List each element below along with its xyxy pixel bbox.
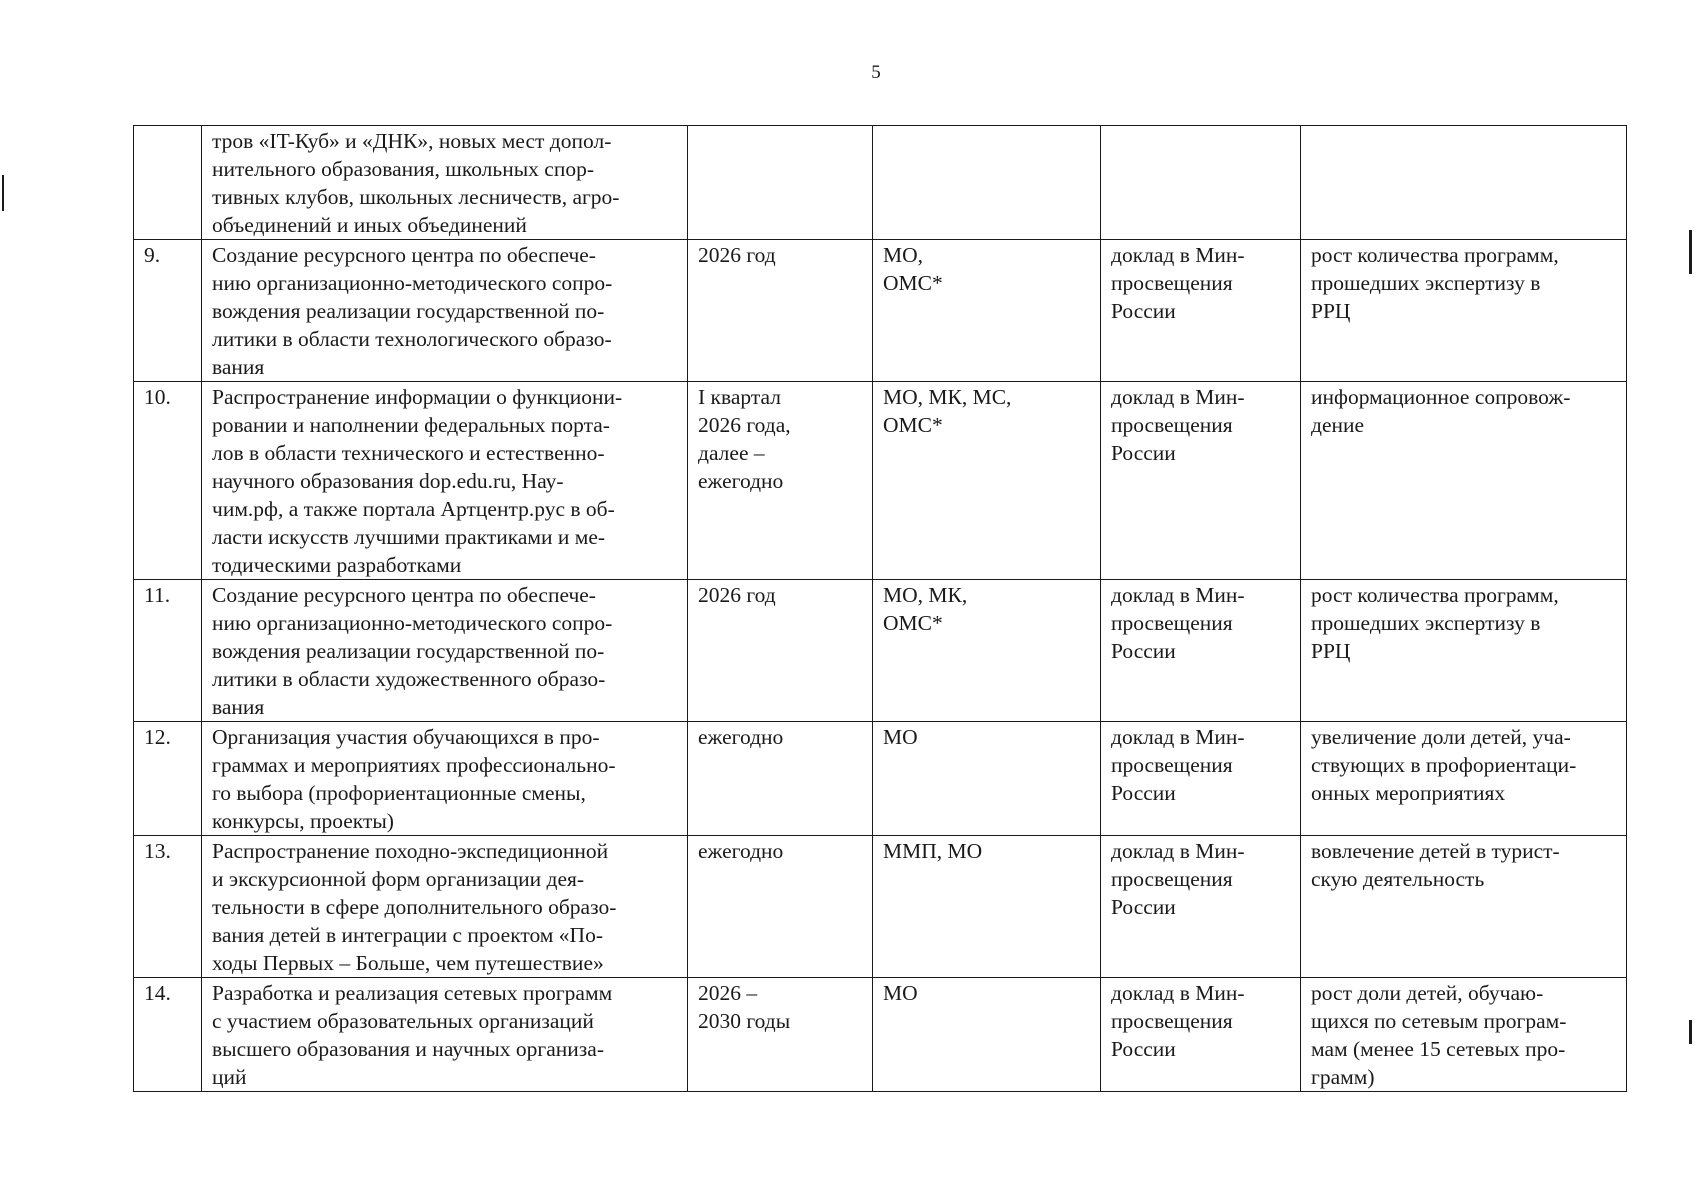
table-row [134, 240, 1627, 382]
activity-cell: Распространение походно-экспедиционной и экскурсионной форм организации дея- тельности в сфере дополнительного образо- вания детей в интеграции с проектом «По- ходы Первых – Больше, чем путешествие» [202, 836, 688, 978]
action-plan-table [133, 125, 1627, 1092]
report-form-cell: доклад в Мин- просвещения России [1101, 722, 1301, 836]
term-cell: 2026 – 2030 годы [688, 978, 873, 1092]
executors-cell [873, 126, 1101, 240]
scan-edge-mark [1689, 230, 1692, 274]
row-number-cell: 13. [134, 836, 202, 978]
activity-cell: тров «IT-Куб» и «ДНК», новых мест допол- нительного образования, школьных спор- тивных клубов, школьных лесничеств, агро- объединений и иных объединений [202, 126, 688, 240]
scan-edge-mark [1689, 1020, 1692, 1044]
table-row [134, 836, 1627, 978]
term-cell: I квартал 2026 года, далее – ежегодно [688, 382, 873, 580]
result-cell: увеличение доли детей, уча- ствующих в профориентаци- онных мероприятиях [1301, 722, 1627, 836]
term-cell: 2026 год [688, 240, 873, 382]
report-form-cell [1101, 126, 1301, 240]
scan-edge-mark [2, 175, 4, 211]
executors-cell: МО, ОМС* [873, 240, 1101, 382]
result-cell: информационное сопровож- дение [1301, 382, 1627, 580]
executors-cell: МО, МК, МС, ОМС* [873, 382, 1101, 580]
executors-cell: МО [873, 978, 1101, 1092]
row-number-cell: 9. [134, 240, 202, 382]
table-row [134, 126, 1627, 240]
table-row [134, 978, 1627, 1092]
activity-cell: Создание ресурсного центра по обеспече- нию организационно-методического сопро- вождения реализации государственной по- литики в области технологического образо- вания [202, 240, 688, 382]
activity-cell: Распространение информации о функциони- ровании и наполнении федеральных порта- лов в области технического и естественно- научного образования dop.edu.ru, Нау- чим.рф, а также портала Артцентр.рус в об- ласти искусств лучшими практиками и ме- тодическими разработками [202, 382, 688, 580]
executors-cell: ММП, МО [873, 836, 1101, 978]
row-number-cell: 12. [134, 722, 202, 836]
result-cell [1301, 126, 1627, 240]
activity-cell: Организация участия обучающихся в про- граммах и мероприятиях профессионально- го выбора (профориентационные смены, конкурсы, проекты) [202, 722, 688, 836]
term-cell: 2026 год [688, 580, 873, 722]
activity-cell: Создание ресурсного центра по обеспече- нию организационно-методического сопро- вождения реализации государственной по- литики в области художественного образо- вания [202, 580, 688, 722]
term-cell [688, 126, 873, 240]
report-form-cell: доклад в Мин- просвещения России [1101, 978, 1301, 1092]
term-cell: ежегодно [688, 722, 873, 836]
result-cell: рост количества программ, прошедших экспертизу в РРЦ [1301, 580, 1627, 722]
executors-cell: МО [873, 722, 1101, 836]
result-cell: рост доли детей, обучаю- щихся по сетевым програм- мам (менее 15 сетевых про- грамм) [1301, 978, 1627, 1092]
row-number-cell [134, 126, 202, 240]
report-form-cell: доклад в Мин- просвещения России [1101, 240, 1301, 382]
term-cell: ежегодно [688, 836, 873, 978]
row-number-cell: 10. [134, 382, 202, 580]
row-number-cell: 14. [134, 978, 202, 1092]
report-form-cell: доклад в Мин- просвещения России [1101, 836, 1301, 978]
table-row [134, 722, 1627, 836]
result-cell: рост количества программ, прошедших экспертизу в РРЦ [1301, 240, 1627, 382]
table-row [134, 580, 1627, 722]
activity-cell: Разработка и реализация сетевых программ с участием образовательных организаций высшего образования и научных организа- ций [202, 978, 688, 1092]
executors-cell: МО, МК, ОМС* [873, 580, 1101, 722]
report-form-cell: доклад в Мин- просвещения России [1101, 580, 1301, 722]
result-cell: вовлечение детей в турист- скую деятельность [1301, 836, 1627, 978]
row-number-cell: 11. [134, 580, 202, 722]
table-row [134, 382, 1627, 580]
report-form-cell: доклад в Мин- просвещения России [1101, 382, 1301, 580]
page-number: 5 [871, 62, 881, 83]
